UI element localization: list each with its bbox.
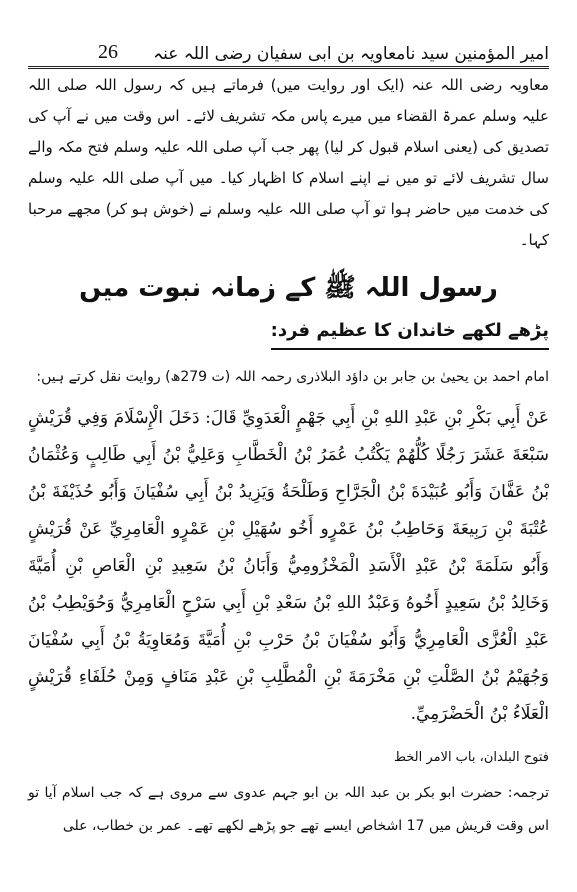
- arabic-narration: عَنْ أَبِي بَكْرِ بْنِ عَبْدِ اللهِ بْنِ أَبِي جَهْمٍ الْعَدَوِيِّ قَالَ: دَخَلَ الْإِسْلَامَ وَفِي قُرَيْشٍ سَبْعَةَ عَشَرَ رَجُلًا كُلُّهُمْ يَكْتُبُ عُمَرُ بْنُ الْخَطَّابِ وَعَلِيُّ بْنُ أَبِي طَالِبٍ وَعُثْمَانُ بْنُ عَفَّانَ وَأَبُو عُبَيْدَةَ بْنُ الْجَرَّاحِ وَطَلْحَةُ وَيَزِيدُ بْنُ أَبِي سُفْيَانَ وَأَبُو حُذَيْفَةَ بْنُ عُتْبَةَ بْنِ رَبِيعَةَ وَحَاطِبُ بْنُ عَمْرٍو أَخُو سُهَيْلِ بْنِ عَمْرٍو الْعَامِرِيِّ عَنْ قُرَيْشٍ وَأَبُو سَلَمَةَ بْنُ عَبْدِ الْأَسَدِ الْمَخْزُومِيُّ وَأَبَانُ بْنُ سَعِيدِ بْنِ الْعَاصِ بْنِ أُمَيَّةَ وَخَالِدُ بْنُ سَعِيدٍ أَخُوهُ وَعَبْدُ اللهِ بْنُ سَعْدِ بْنِ أَبِي سَرْحٍ الْعَامِرِيُّ وَحُوَيْطِبُ بْنُ عَبْدِ الْعُزَّى الْعَامِرِيُّ وَأَبُو سُفْيَانَ بْنُ حَرْبِ بْنِ أُمَيَّةَ وَمُعَاوِيَةُ بْنُ أَبِي سُفْيَانَ وَجُهَيْمُ بْنُ الصَّلْتِ بْنِ مَخْرَمَةَ بْنِ الْمُطَّلِبِ بْنِ عَبْدِ مَنَافٍ وَمِنْ حُلَفَاءِ قُرَيْشٍ الْعَلَاءُ بْنُ الْحَضْرَمِيِّ.: [28, 408, 549, 724]
- opening-paragraph: معاویہ رضی اللہ عنہ (ایک اور روایت میں) فرماتے ہیں کہ رسول اللہ صلی اللہ علیہ وسلم عمرۃ القضاء میں میرے پاس مکہ تشریف لائے۔ اس وقت میں نے آپ کی تصدیق کی (یعنی اسلام قبول کر لیا) پھر جب آپ صلی اللہ علیہ وسلم فتح مکہ والے سال تشریف لائے تو میں نے اپنے اسلام کا اظہار کیا۔ میں آپ صلی اللہ علیہ وسلم کی خدمت میں حاضر ہوا تو آپ صلی اللہ علیہ وسلم نے (خوش ہو کر) مجھے مرحبا کہا۔: [28, 76, 549, 249]
- translation-paragraph: ترجمہ: حضرت ابو بکر بن عبد اللہ بن ابو جہم عدوی سے مروی ہے کہ جب اسلام آیا تو اس وقت قریش میں 17 اشخاص ایسے تھے جو پڑھے لکھے تھے۔ عمر بن خطاب، علی: [28, 785, 549, 834]
- page-header: [28, 24, 549, 69]
- section-subheading: پڑھے لکھے خاندان کا عظیم فرد:: [271, 316, 549, 350]
- page-body: [28, 70, 549, 843]
- narration-intro: امام احمد بن یحییٰ بن جابر بن داؤد البلاذری رحمہ اللہ (ت 279ھ) روایت نقل کرتے ہیں:: [36, 369, 549, 385]
- chapter-heading: رسول اللہ ﷺ کے زمانہ نبوت میں: [79, 273, 498, 303]
- running-title: امیر المؤمنین سید نامعاویہ بن ابی سفیان رضی اللہ عنہ: [153, 44, 549, 64]
- page-number: 26: [98, 41, 118, 63]
- source-reference: فتوح البلدان، باب الامر الخط: [393, 750, 549, 765]
